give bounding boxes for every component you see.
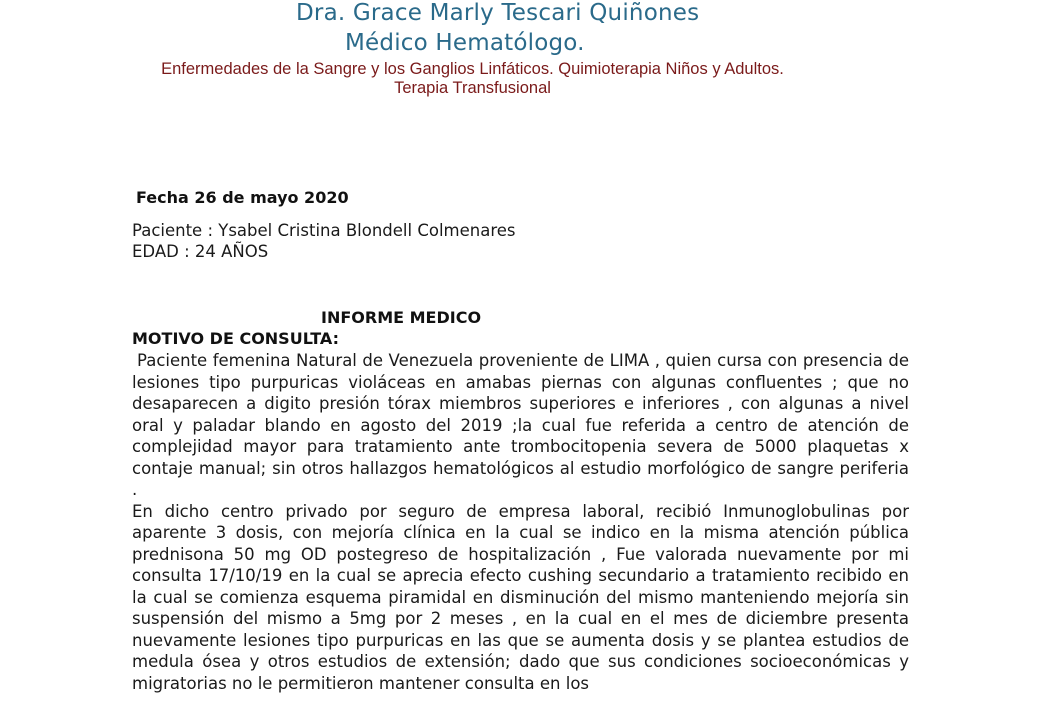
- patient-name: Paciente : Ysabel Cristina Blondell Colmenares: [132, 221, 516, 240]
- doctor-title: Médico Hematólogo.: [345, 30, 585, 56]
- specialty-line-1: Enfermedades de la Sangre y los Ganglios Linfáticos. Quimioterapia Niños y Adultos.: [161, 60, 784, 78]
- specialty-line-2: Terapia Transfusional: [394, 79, 551, 97]
- report-title: INFORME MEDICO: [321, 308, 482, 327]
- report-body: [132, 350, 909, 694]
- report-paragraph-1: Paciente femenina Natural de Venezuela proveniente de LIMA , quien cursa con presencia de lesiones tipo purpuricas violáceas en amabas piernas con algunas confluentes ; que no desaparecen a digito presión tórax miembros superiores e inferiores , con algunas a nivel oral y paladar blando en agosto del 2019 ;la cual fue referida a centro de atención de complejidad mayor para tratamiento ante trombocitopenia severa de 5000 plaquetas x contaje manual; sin otros hallazgos hematológicos al estudio morfológico de sangre periferia .: [132, 351, 909, 499]
- patient-age: EDAD : 24 AÑOS: [132, 242, 269, 261]
- section-heading-motivo: MOTIVO DE CONSULTA:: [132, 329, 339, 348]
- doctor-name: Dra. Grace Marly Tescari Quiñones: [296, 0, 700, 26]
- report-paragraph-2: En dicho centro privado por seguro de empresa laboral, recibió Inmunoglobulinas por aparente 3 dosis, con mejoría clínica en la cual se indico en la misma atención pública prednisona 50 mg OD postegreso de hospitalización , Fue valorada nuevamente por mi consulta 17/10/19 en la cual se aprecia efecto cushing secundario a tratamiento recibido en la cual se comienza esquema piramidal en disminución del mismo manteniendo mejoría sin suspensión del mismo a 5mg por 2 meses , en la cual en el mes de diciembre presenta nuevamente lesiones tipo purpuricas en las que se aumenta dosis y se plantea estudios de medula ósea y otros estudios de extensión; dado que sus condiciones socioeconómicas y migratorias no le permitieron mantener consulta en los: [132, 501, 909, 693]
- report-date: Fecha 26 de mayo 2020: [136, 188, 349, 207]
